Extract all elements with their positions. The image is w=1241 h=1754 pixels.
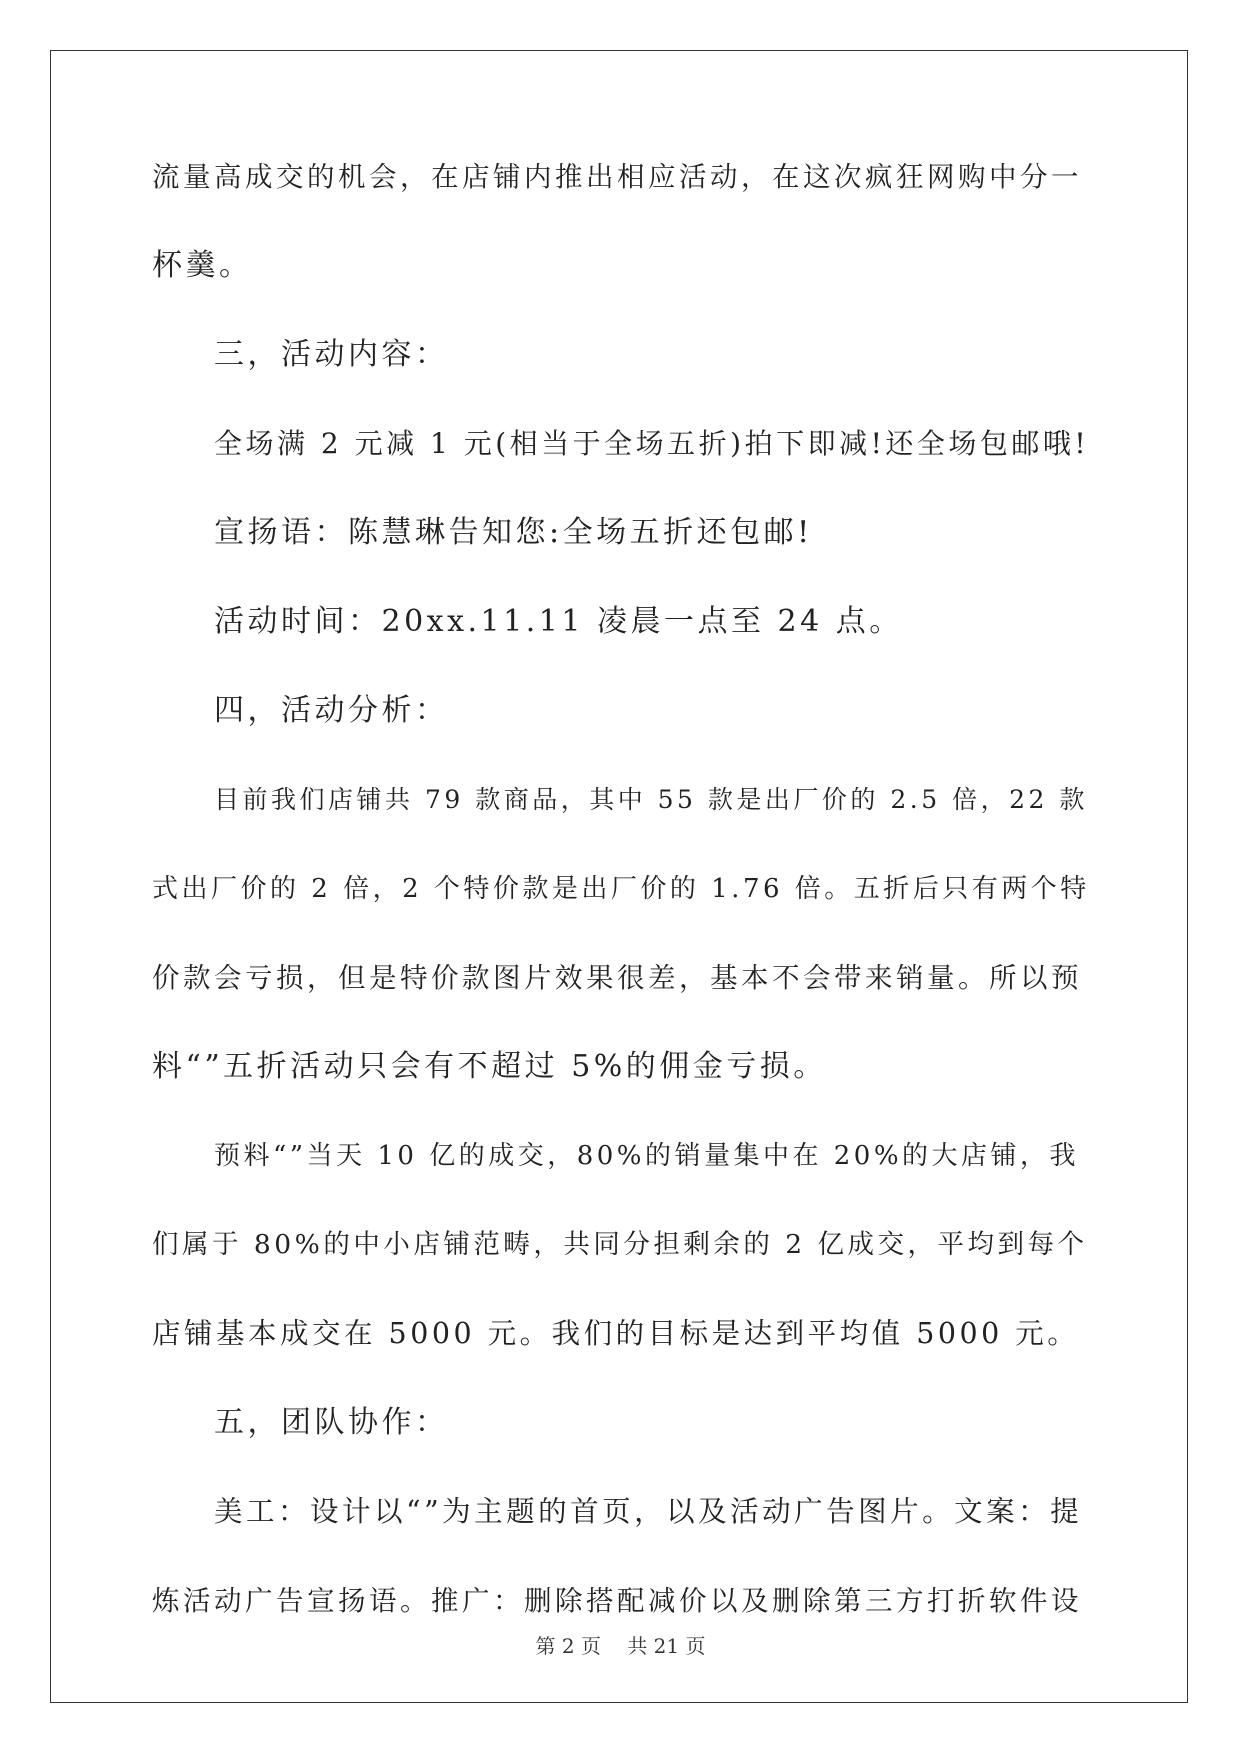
paragraph-line: 式出厂价的 2 倍，2 个特价款是出厂价的 1.76 倍。五折后只有两个特 — [152, 874, 1090, 904]
paragraph-line: 炼活动广告宣扬语。推广：删除搭配减价以及删除第三方打折软件设 — [152, 1585, 1082, 1617]
paragraph-line: 店铺基本成交在 5000 元。我们的目标是达到平均值 5000 元。 — [152, 1317, 1080, 1350]
paragraph-line: 活动时间：20xx.11.11 凌晨一点至 24 点。 — [214, 604, 903, 639]
paragraph-line: 价款会亏损，但是特价款图片效果很差，基本不会带来销量。所以预 — [152, 962, 1082, 994]
paragraph-line: 全场满 2 元减 1 元(相当于全场五折)拍下即减!还全场包邮哦! — [214, 427, 1090, 460]
paragraph-line: 宣扬语：陈慧琳告知您:全场五折还包邮! — [214, 515, 813, 550]
paragraph-line: 四，活动分析： — [214, 693, 449, 728]
paragraph-line: 流量高成交的机会，在店铺内推出相应活动，在这次疯狂网购中分一 — [152, 161, 1082, 193]
paragraph-line: 们属于 80%的中小店铺范畴，共同分担剩余的 2 亿成交，平均到每个 — [152, 1229, 1088, 1260]
page-footer — [0, 1630, 1241, 1659]
page-number-total: 共 21 页 — [627, 1634, 706, 1658]
paragraph-line: 目前我们店铺共 79 款商品，其中 55 款是出厂价的 2.5 倍，22 款 — [214, 785, 1088, 814]
paragraph-line: 料“”五折活动只会有不超过 5%的佣金亏损。 — [152, 1049, 827, 1084]
paragraph-line: 美工：设计以“”为主题的首页，以及活动广告图片。文案：提 — [214, 1495, 1083, 1528]
paragraph-line: 杯羹。 — [152, 248, 253, 283]
page-number-current: 第 2 页 — [535, 1634, 601, 1658]
paragraph-line: 五，团队协作： — [214, 1405, 449, 1440]
document-body — [152, 158, 1090, 1671]
paragraph-line: 预料“”当天 10 亿的成交，80%的销量集中在 20%的大店铺，我 — [214, 1141, 1080, 1171]
paragraph-line: 三，活动内容： — [214, 337, 449, 372]
